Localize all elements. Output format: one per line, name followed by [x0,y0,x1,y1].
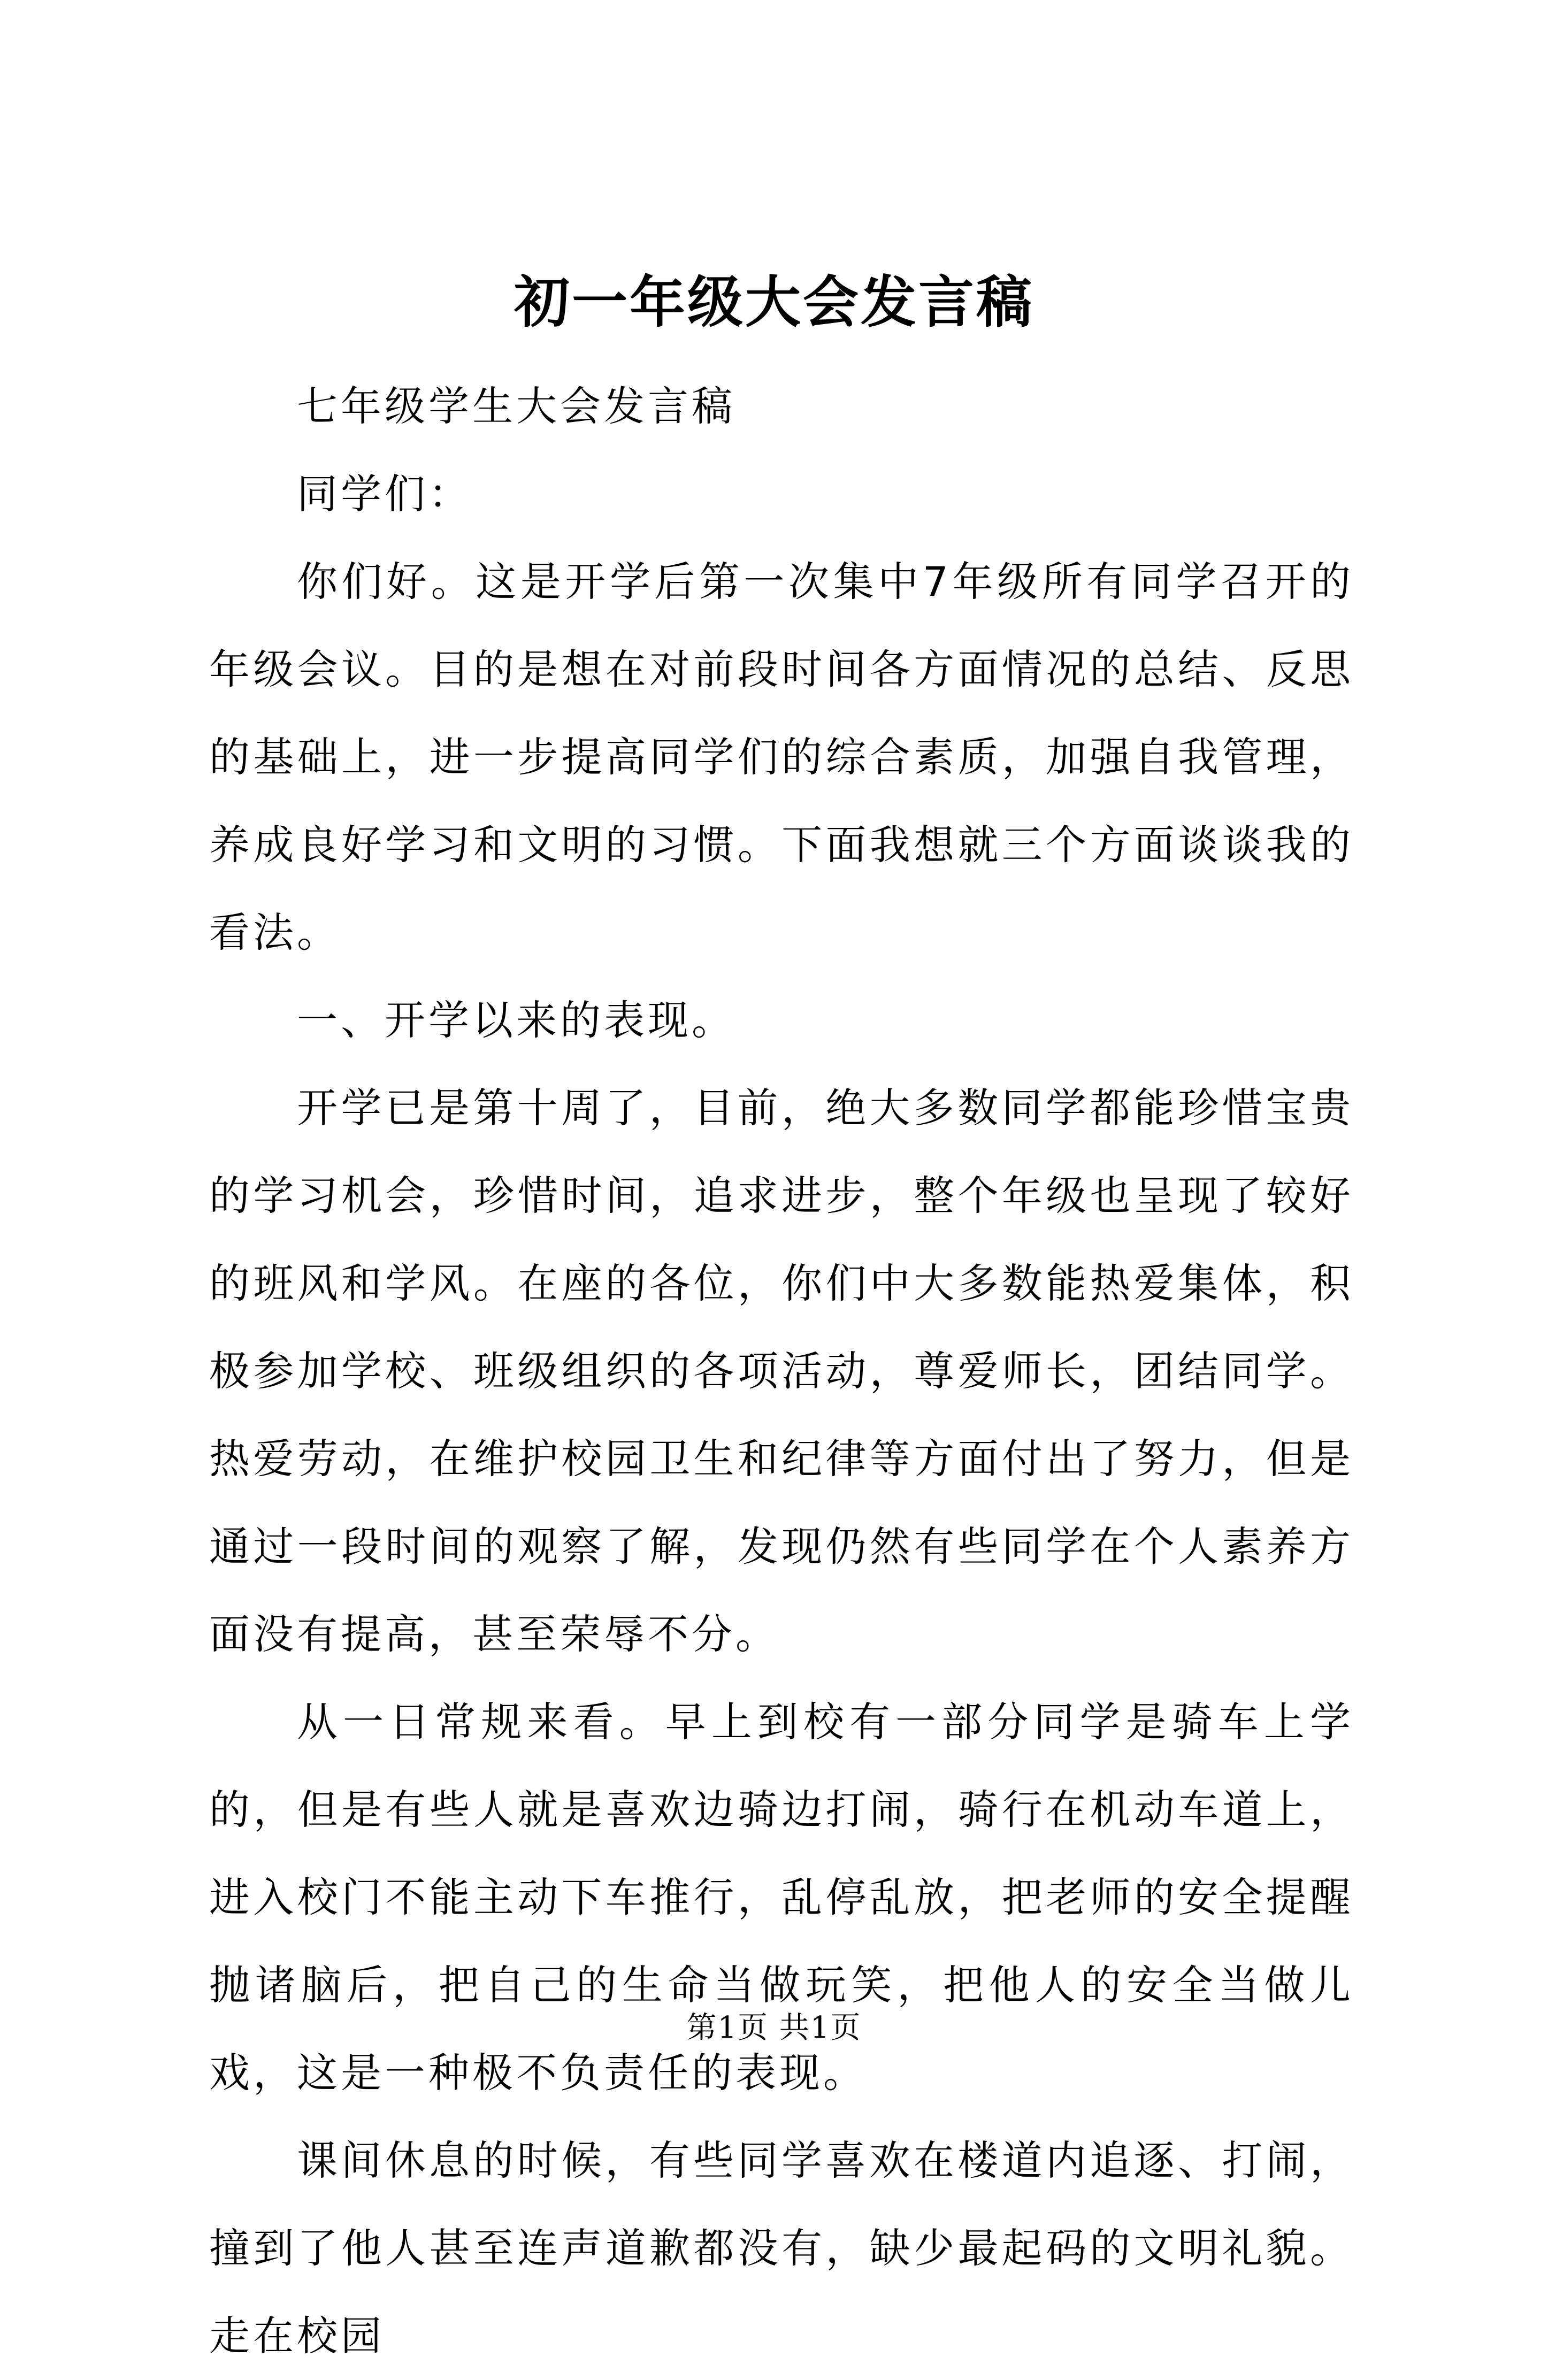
body-paragraph: 你们好。这是开学后第一次集中7年级所有同学召开的年级会议。目的是想在对前段时间各方面情况的总结、反思的基础上，进一步提高同学们的综合素质，加强自我管理，养成良好学习和文明的习惯。下面我想就三个方面谈谈我的看法。 [209,558,1354,956]
page-footer: 第1页 共1页 [686,2010,862,2045]
body-paragraph: 从一日常规来看。早上到校有一部分同学是骑车上学的，但是有些人就是喜欢边骑边打闹，骑行在机动车道上，进入校门不能主动下车推行，乱停乱放，把老师的安全提醒抛诸脑后，把自己的生命当做玩笑，把他人的安全当做儿戏，这是一种极不负责任的表现。 [209,1698,1354,2097]
document-title: 初一年级大会发言稿 [514,269,1034,335]
salutation-paragraph: 同学们： [297,470,472,518]
document-body [209,363,1354,2380]
body-paragraph: 开学已是第十周了，目前，绝大多数同学都能珍惜宝贵的学习机会，珍惜时间，追求进步，整个年级也呈现了较好的班风和学风。在座的各位，你们中大多数能热爱集体，积极参加学校、班级组织的各项活动，尊爱师长，团结同学。热爱劳动，在维护校园卫生和纪律等方面付出了努力，但是通过一段时间的观察了解，发现仍然有些同学在个人素养方面没有提高，甚至荣辱不分。 [209,1084,1354,1658]
subtitle-paragraph: 七年级学生大会发言稿 [297,382,735,430]
section-heading: 一、开学以来的表现。 [297,996,735,1044]
body-paragraph: 课间休息的时候，有些同学喜欢在楼道内追逐、打闹，撞到了他人甚至连声道歉都没有，缺少最起码的文明礼貌。走在校园 [209,2137,1354,2360]
